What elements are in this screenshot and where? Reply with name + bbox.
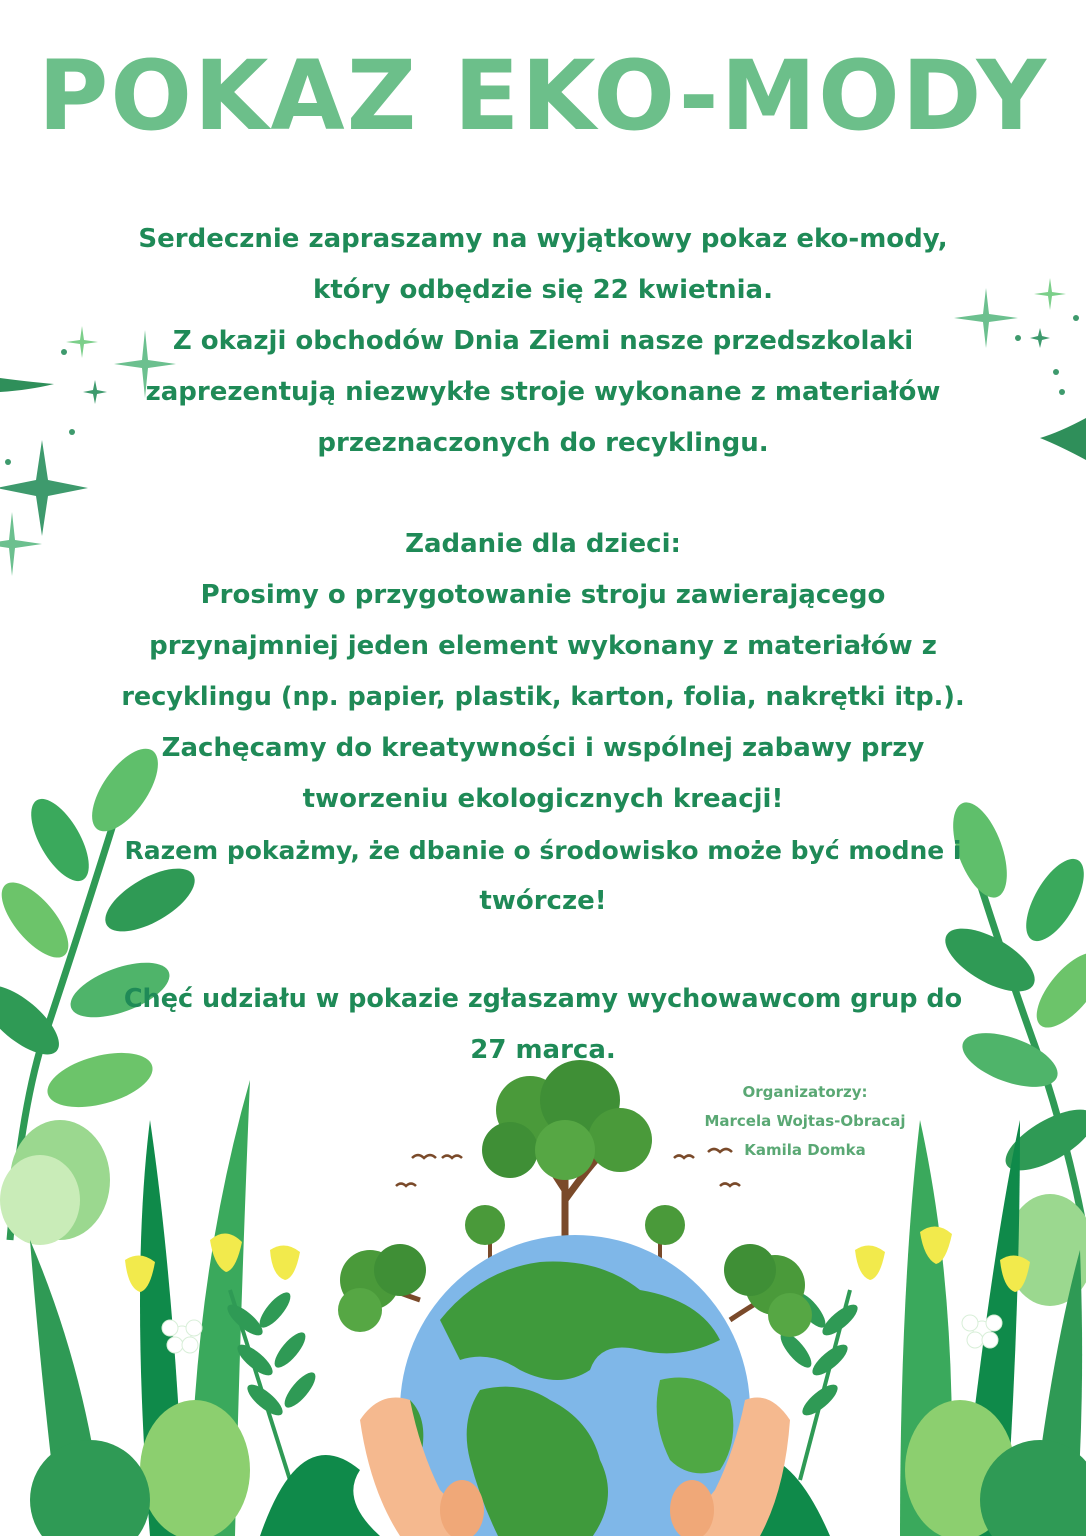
task-line: przynajmniej jeden element wykonany z materiałów z — [149, 631, 937, 661]
task-line: Zachęcamy do kreatywności i wspólnej zabawy przy — [161, 733, 925, 763]
invitation-line: Serdecznie zapraszamy na wyjątkowy pokaz eko-mody, — [138, 224, 948, 254]
task-section — [120, 519, 966, 927]
organizers-heading: Organizatorzy: — [742, 1083, 868, 1101]
task-line: recyklingu (np. papier, plastik, karton, folia, nakrętki itp.). — [121, 682, 965, 712]
invitation-line: zaprezentują niezwykłe stroje wykonane z materiałów — [145, 377, 941, 407]
deadline-section — [120, 974, 966, 1076]
invitation-text — [120, 214, 966, 469]
page-title: POKAZ EKO-MODY — [38, 40, 1048, 152]
invitation-line: przeznaczonych do recyklingu. — [317, 428, 769, 458]
task-line: twórcze! — [479, 886, 607, 916]
organizer-name: Kamila Domka — [744, 1141, 866, 1159]
organizer-name: Marcela Wojtas-Obracaj — [704, 1112, 906, 1130]
task-line: Prosimy o przygotowanie stroju zawierającego — [200, 580, 886, 610]
sparkle-icon — [954, 278, 1086, 460]
invitation-line: Z okazji obchodów Dnia Ziemi nasze przedszkolaki — [172, 326, 914, 356]
task-line: tworzeniu ekologicznych kreacji! — [302, 784, 784, 814]
task-line: Razem pokażmy, że dbanie o środowisko może być modne i — [124, 836, 962, 865]
organizers — [690, 1078, 920, 1165]
deadline-line: 27 marca. — [470, 1035, 616, 1065]
invitation-line: który odbędzie się 22 kwietnia. — [313, 275, 773, 305]
task-heading: Zadanie dla dzieci: — [405, 529, 681, 559]
deadline-line: Chęć udziału w pokazie zgłaszamy wychowawcom grup do — [123, 984, 963, 1014]
